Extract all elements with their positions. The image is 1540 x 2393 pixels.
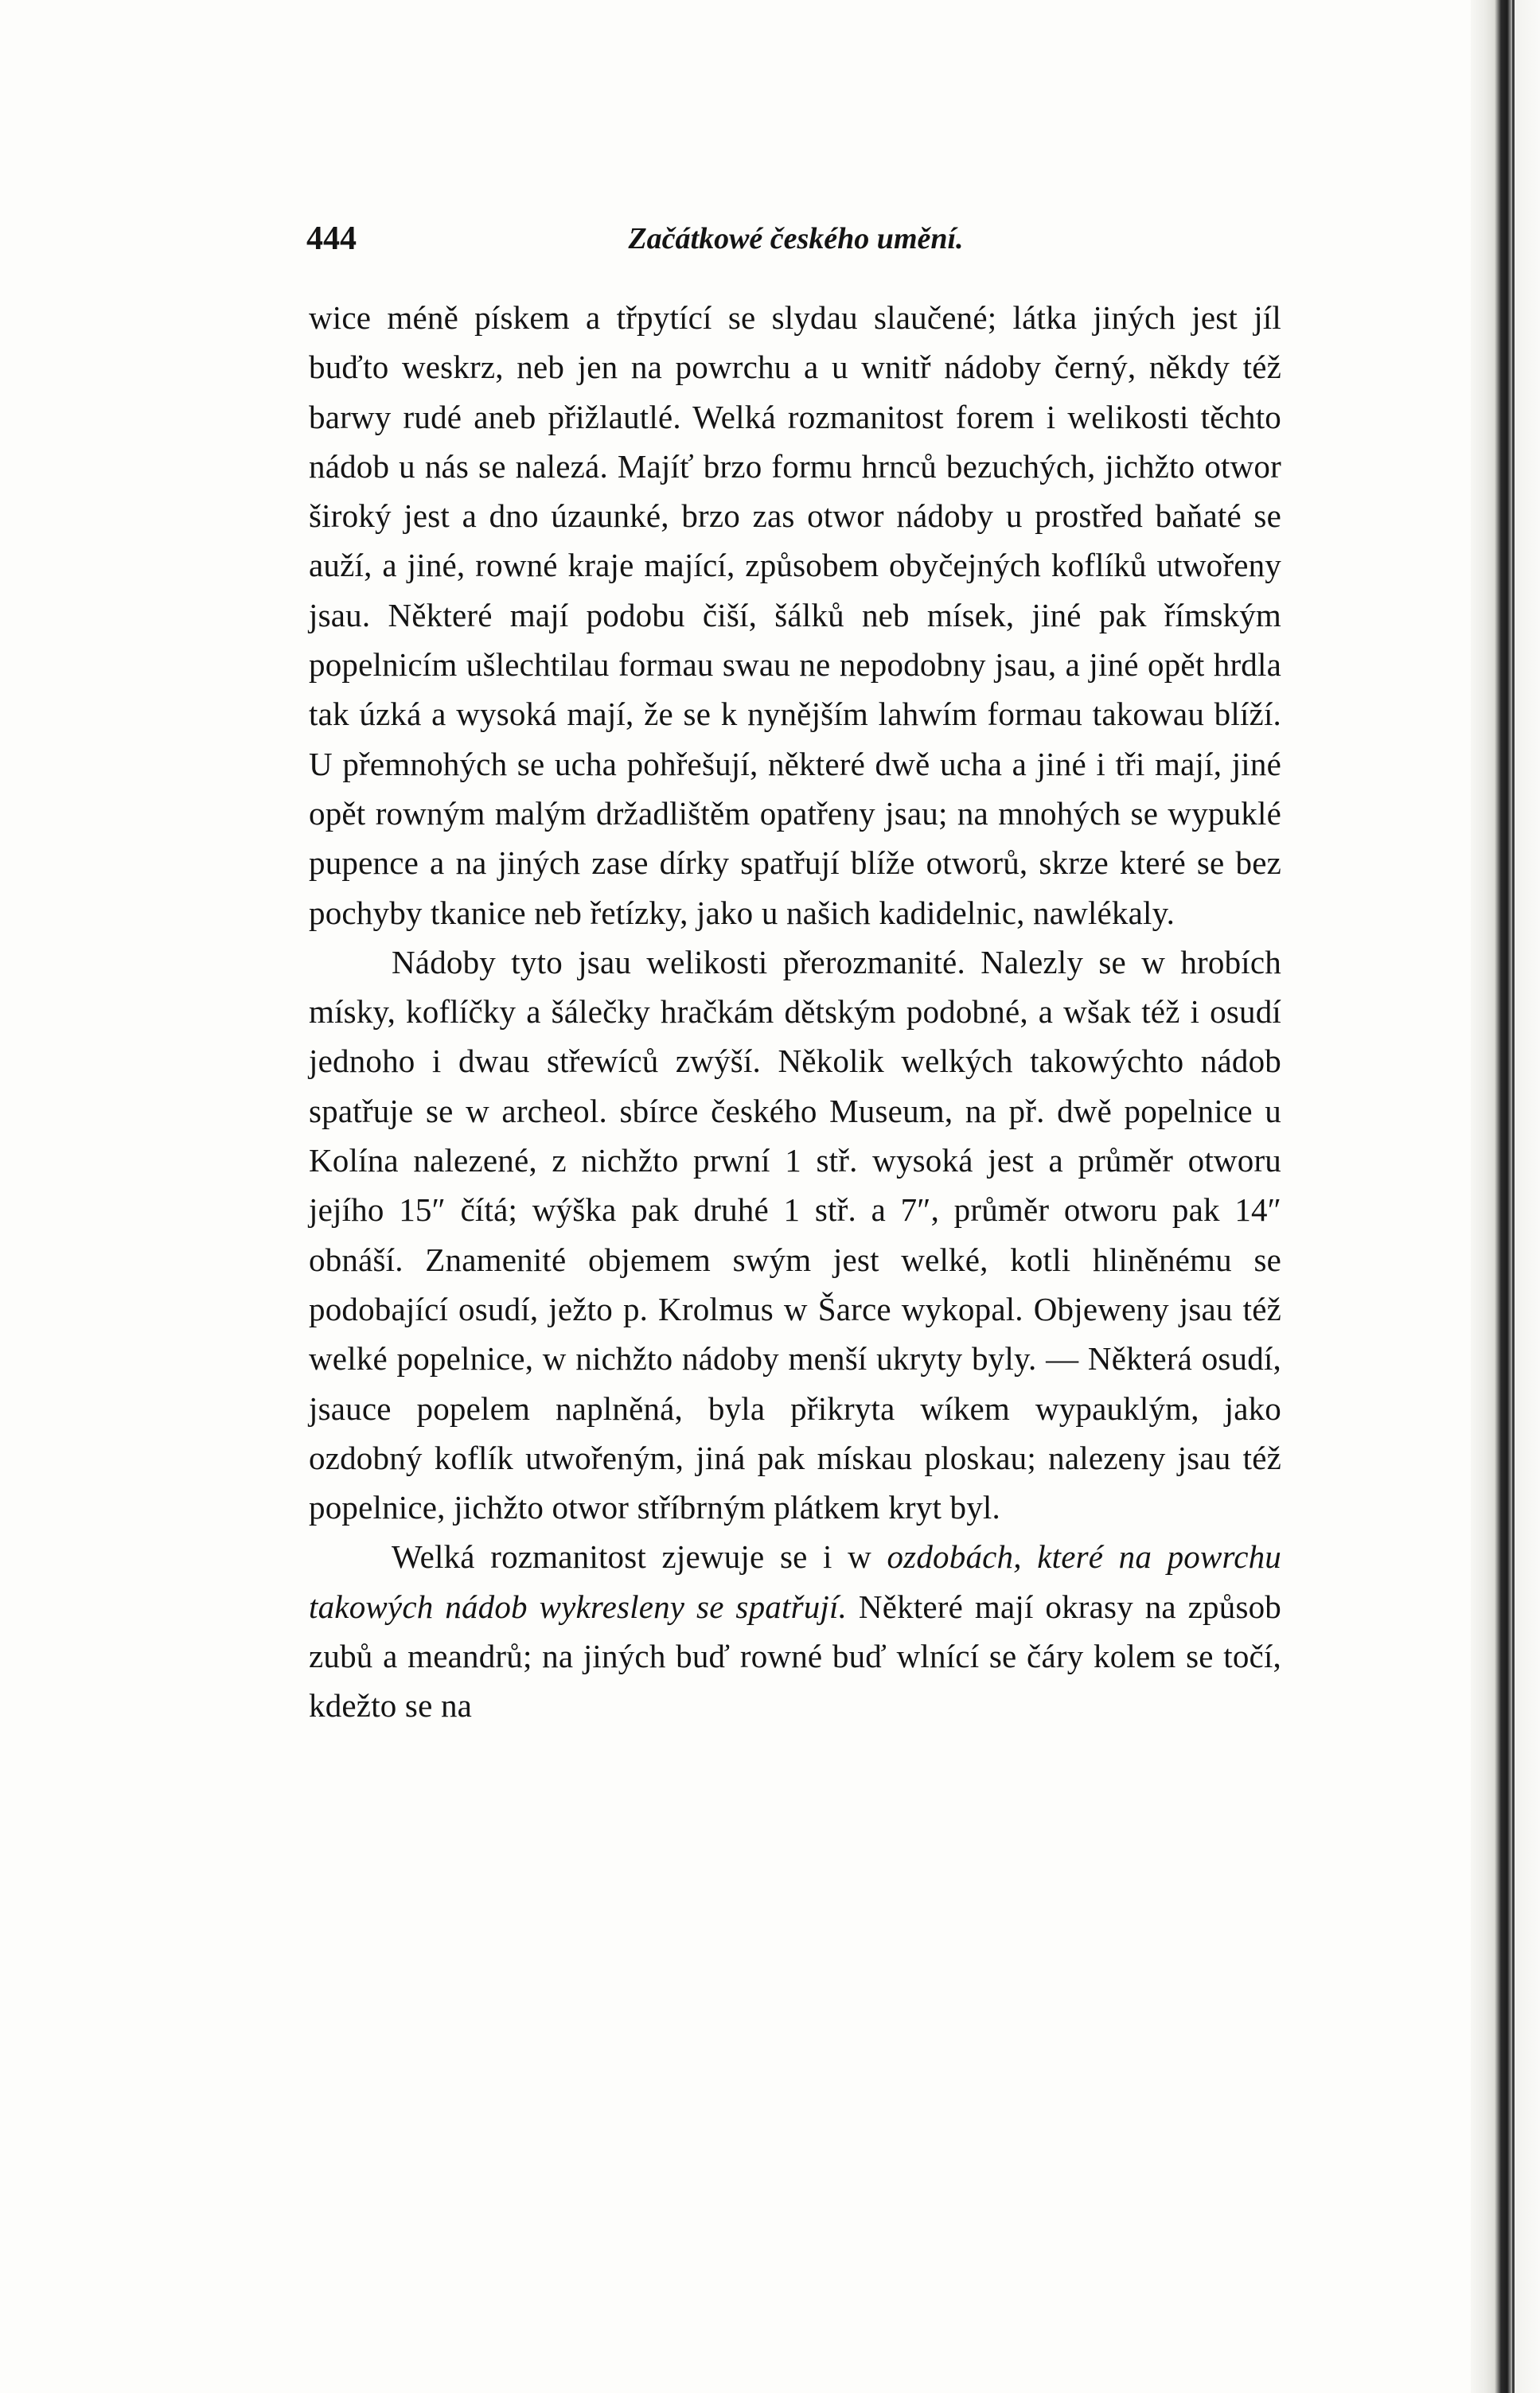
page-header bbox=[306, 220, 1285, 267]
paragraph-2: Nádoby tyto jsau welikosti přerozmanité. Nalezly se w hrobích mísky, koflíčky a šálečky hračkám dětským podobné, a wšak též i osudí jednoho i dwau střewíců zwýší. Několik welkých takowýchto nádob spatřuje se w archeol. sbírce českého Museum, na př. dwě popelnice u Kolína nalezené, z nichžto prwní 1 stř. wysoká jest a průměr otworu jejího 15″ čítá; wýška pak druhé 1 stř. a 7″, průměr otworu pak 14″ obnáší. Znamenité objemem swým jest welké, kotli hliněnému se podobající osudí, ježto p. Krolmus w Šarce wykopal. Objeweny jsau též welké popelnice, w nichžto nádoby menší ukryty byly. — Některá osudí, jsauce popelem naplněná, byla přikryta wíkem wypauklým, jako ozdobný koflík utwořeným, jiná pak mískau ploskau; nalezeny jsau též popelnice, jichžto otwor stříbrným plátkem kryt byl. bbox=[309, 943, 1281, 1526]
page-binding-edge bbox=[1471, 0, 1540, 2393]
paragraph-3-end: Některé mají okrasy na způsob zubů a meandrů; na jiných buď rowné buď wlnící se čáry kolem se točí, kdežto se na bbox=[309, 1588, 1282, 1725]
page-edge-line bbox=[1512, 0, 1515, 2393]
paragraph-3 bbox=[309, 1532, 1281, 1730]
paragraph-1: wice méně pískem a třpytící se slydau slaučené; látka jiných jest jíl buďto weskrz, neb jen na powrchu a u wnitř nádoby černý, někdy též barwy rudé aneb přižlautlé. Welká rozmanitost forem i welikosti těchto nádob u nás se nalezá. Majíť brzo formu hrnců bezuchých, jichžto otwor široký jest a dno úzaunké, brzo zas otwor nádoby u prostřed baňaté se auží, a jiné, rowné kraje mající, způsobem obyčejných koflíků utwořeny jsau. Některé mají podobu čiší, šálků neb mísek, jiné pak římským popelnicím ušlechtilau formau swau ne nepodobny jsau, a jiné opět hrdla tak úzká a wysoká mají, že se k nynějším lahwím formau takowau blíží. U přemnohých se ucha pohřešují, některé dwě ucha a jiné i tři mají, jiné opět rowným malým držadlištěm opatřeny jsau; na mnohých se wypuklé pupence a na jiných zase dírky spatřují blíže otworů, skrze které se bez pochyby tkanice neb řetízky, jako u našich kadidelnic, nawlékaly. bbox=[309, 299, 1281, 931]
page-number: 444 bbox=[306, 220, 357, 257]
body-text bbox=[309, 293, 1281, 1731]
paragraph-3-emphasis: ozdobách, které na powrchu takowých nádob wykresleny se spatřují. bbox=[309, 1538, 1281, 1625]
running-title: Začátkowé českého umění. bbox=[628, 222, 964, 255]
paragraph-3-start: Welká rozmanitost zjewuje se i w bbox=[392, 1538, 871, 1576]
